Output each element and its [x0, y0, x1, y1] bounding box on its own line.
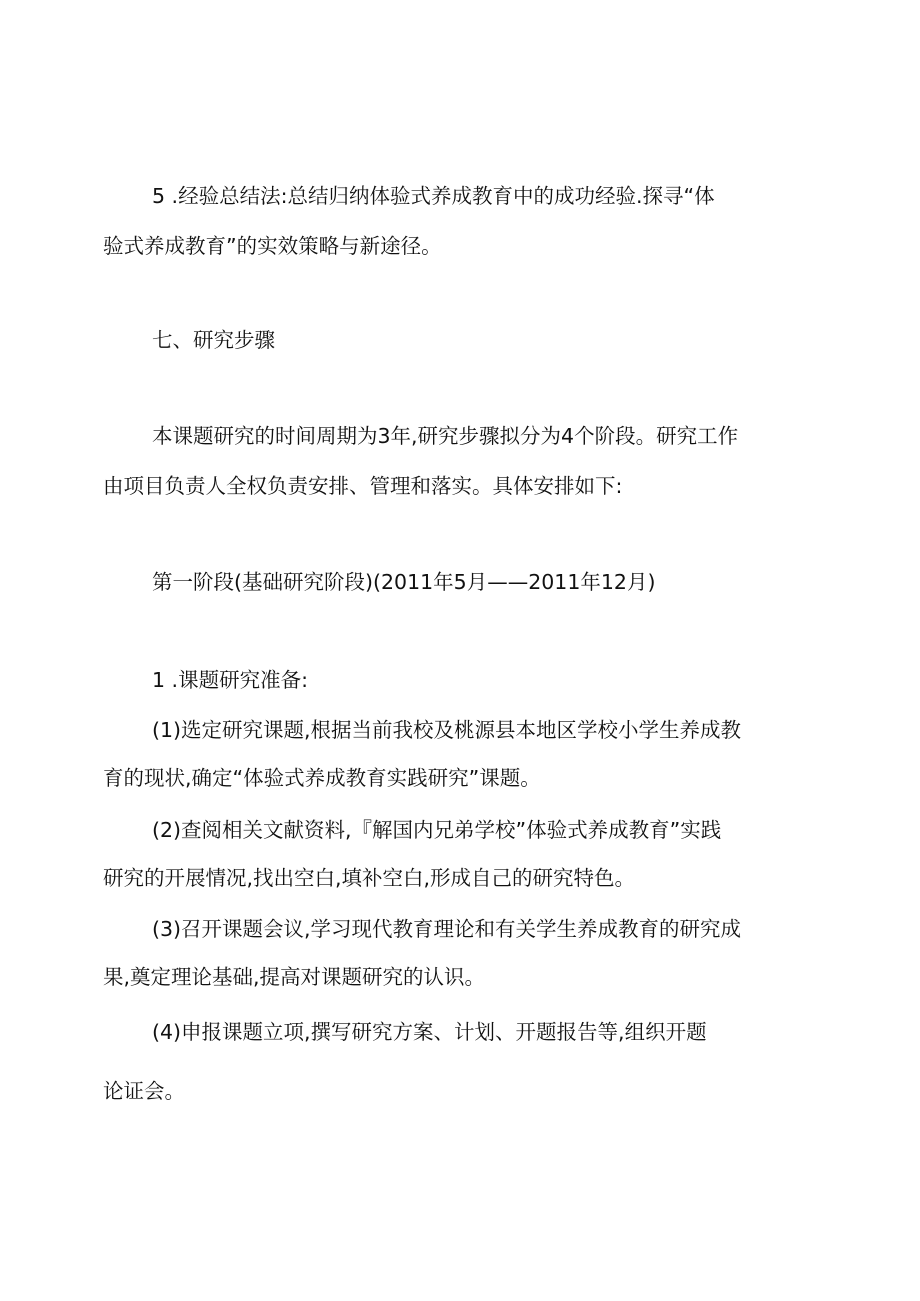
- text-line: 育的现状,确定“体验式养成教育实践研究”课题。: [103, 766, 541, 790]
- text-line: (3)召开课题会议,学习现代教育理论和有关学生养成教育的研究成: [152, 917, 742, 941]
- section-heading: 七、研究步骤: [152, 328, 275, 352]
- text-line: 由项目负责人全权负责安排、管理和落实。具体安排如下:: [103, 474, 623, 498]
- text-line: 果,奠定理论基础,提高对课题研究的认识。: [103, 965, 486, 989]
- text-line: 研究的开展情况,找出空白,填补空白,形成自己的研究特色。: [103, 866, 636, 890]
- text-line: (1)选定研究课题,根据当前我校及桃源县本地区学校小学生养成教: [152, 718, 742, 742]
- text-line: (4)申报课题立项,撰写研究方案、计划、开题报告等,组织开题: [152, 1020, 707, 1044]
- text-line: 论证会。: [103, 1079, 185, 1103]
- text-line: (2)查阅相关文献资料,『解国内兄弟学校”体验式养成教育”实践: [152, 818, 722, 842]
- text-line: 验式养成教育”的实效策略与新途径。: [103, 234, 442, 258]
- subsection-heading: 1 .课题研究准备:: [152, 668, 308, 692]
- text-line: 5 .经验总结法:总结归纳体验式养成教育中的成功经验.探寻“体: [152, 184, 715, 208]
- phase-heading: 第一阶段(基础研究阶段)(2011年5月——2011年12月): [152, 570, 656, 594]
- text-line: 本课题研究的时间周期为3年,研究步骤拟分为4个阶段。研究工作: [152, 424, 739, 448]
